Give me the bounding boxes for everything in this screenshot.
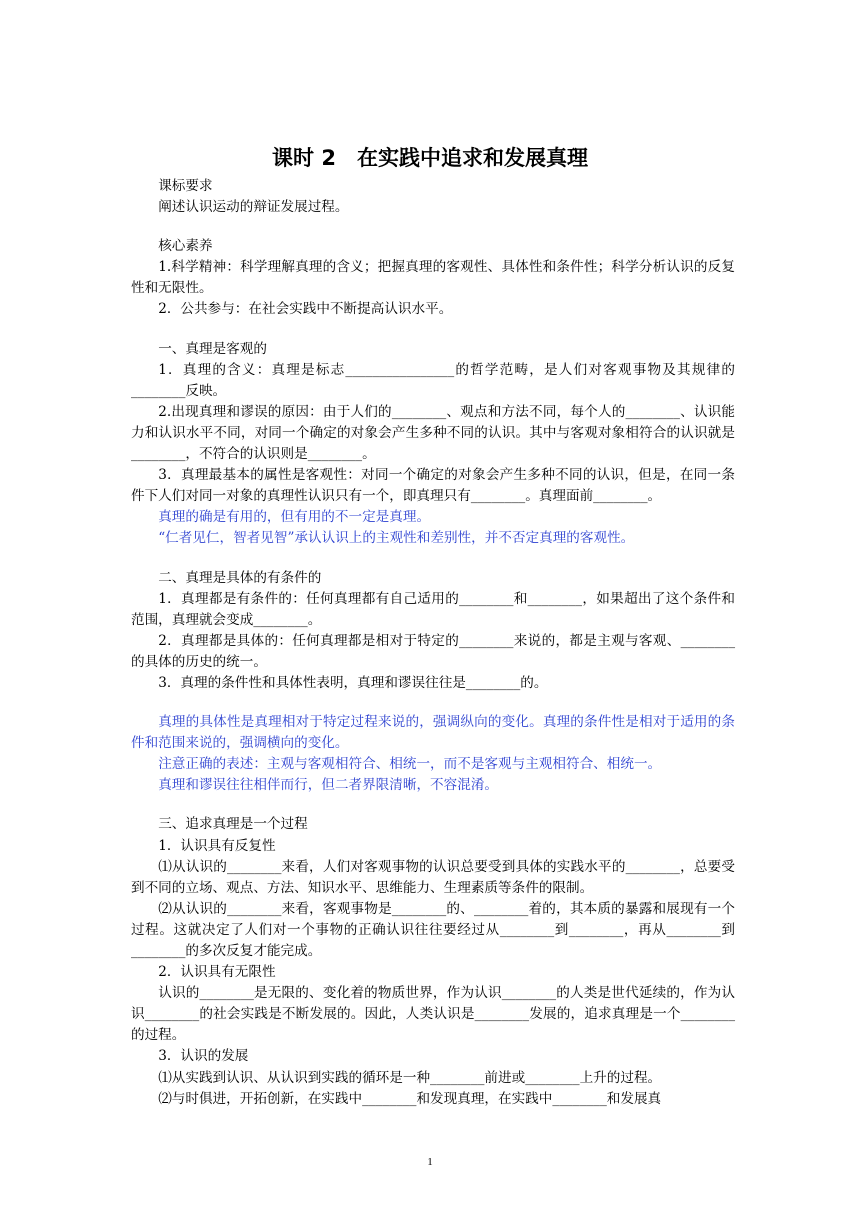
part3-p5: ⑵与时俱进，开拓创新，在实践中________和发现真理，在实践中________和发展真 — [158, 1090, 662, 1107]
part3-heading: 三、追求真理是一个过程 — [158, 816, 308, 833]
part3-p2: ⑵从认识的________来看，客观事物是________的、________着的，其本质的暴露和展现有一个过程。这就决定了人们对一个事物的正确认识往往要经过从________到________，再从________到________的多次反复才能完成。 — [131, 900, 735, 959]
part1-heading: 一、真理是客观的 — [158, 340, 267, 357]
page-number: 1 — [427, 1156, 433, 1168]
core-heading: 核心素养 — [158, 238, 213, 255]
part2-note2: 注意正确的表述：主观与客观相符合、相统一，而不是客观与主观相符合、相统一。 — [158, 756, 662, 773]
part3-sub3: 3．认识的发展 — [158, 1048, 249, 1065]
part3-p3: 认识的________是无限的、变化着的物质世界，作为认识________的人类是世代延续的，作为认识________的社会实践是不断发展的。因此，人类认识是________发展的，追求真理是一个________的过程。 — [131, 985, 735, 1044]
part2-p2: 2．真理都是具体的：任何真理都是相对于特定的________来说的，都是主观与客观、________的具体的历史的统一。 — [131, 632, 735, 670]
part1-note1: 真理的确是有用的，但有用的不一定是真理。 — [158, 509, 431, 526]
part1-p2: 2.出现真理和谬误的原因：由于人们的________、观点和方法不同，每个人的________、认识能力和认识水平不同，对同一个确定的对象会产生多种不同的认识。其中与客观对象相符合的认识就是________，不符合的认识则是________。 — [131, 403, 735, 463]
part1-p1: 1．真理的含义：真理是标志________________的哲学范畴，是人们对客观事物及其规律的________反映。 — [131, 361, 735, 399]
part2-note3: 真理和谬误往往相伴而行，但二者界限清晰，不容混淆。 — [158, 777, 499, 794]
part2-p3: 3．真理的条件性和具体性表明，真理和谬误往往是________的。 — [158, 674, 548, 691]
part2-p1: 1．真理都是有条件的：任何真理都有自己适用的________和________，如果超出了这个条件和范围，真理就会变成________。 — [131, 590, 735, 628]
part1-p3: 3．真理最基本的属性是客观性：对同一个确定的对象会产生多种不同的认识，但是，在同一条件下人们对同一对象的真理性认识只有一个，即真理只有________。真理面前________。 — [131, 467, 735, 505]
part2-note1: 真理的具体性是真理相对于特定过程来说的，强调纵向的变化。真理的条件性是相对于适用的条件和范围来说的，强调横向的变化。 — [131, 714, 735, 752]
part1-note2: “仁者见仁，智者见智”承认认识上的主观性和差别性，并不否定真理的客观性。 — [158, 530, 635, 547]
part3-p4: ⑴从实践到认识、从认识到实践的循环是一种________前进或________上升的过程。 — [158, 1069, 662, 1086]
part3-sub1: 1．认识具有反复性 — [158, 837, 276, 854]
req-heading: 课标要求 — [158, 178, 213, 194]
core-p1: 1.科学精神：科学理解真理的含义；把握真理的客观性、具体性和条件性；科学分析认识的反复性和无限性。 — [131, 259, 735, 297]
req-text: 阐述认识运动的辩证发展过程。 — [158, 199, 349, 216]
part2-heading: 二、真理是具体的有条件的 — [158, 569, 322, 586]
core-p2: 2．公共参与：在社会实践中不断提高认识水平。 — [158, 301, 453, 318]
part3-sub2: 2．认识具有无限性 — [158, 964, 276, 981]
part3-p1: ⑴从认识的________来看，人们对客观事物的认识总要受到具体的实践水平的________，总要受到不同的立场、观点、方法、知识水平、思维能力、生理素质等条件的限制。 — [131, 858, 735, 896]
page-title: 课时 2 在实践中追求和发展真理 — [272, 146, 588, 170]
document-body — [131, 176, 735, 1110]
